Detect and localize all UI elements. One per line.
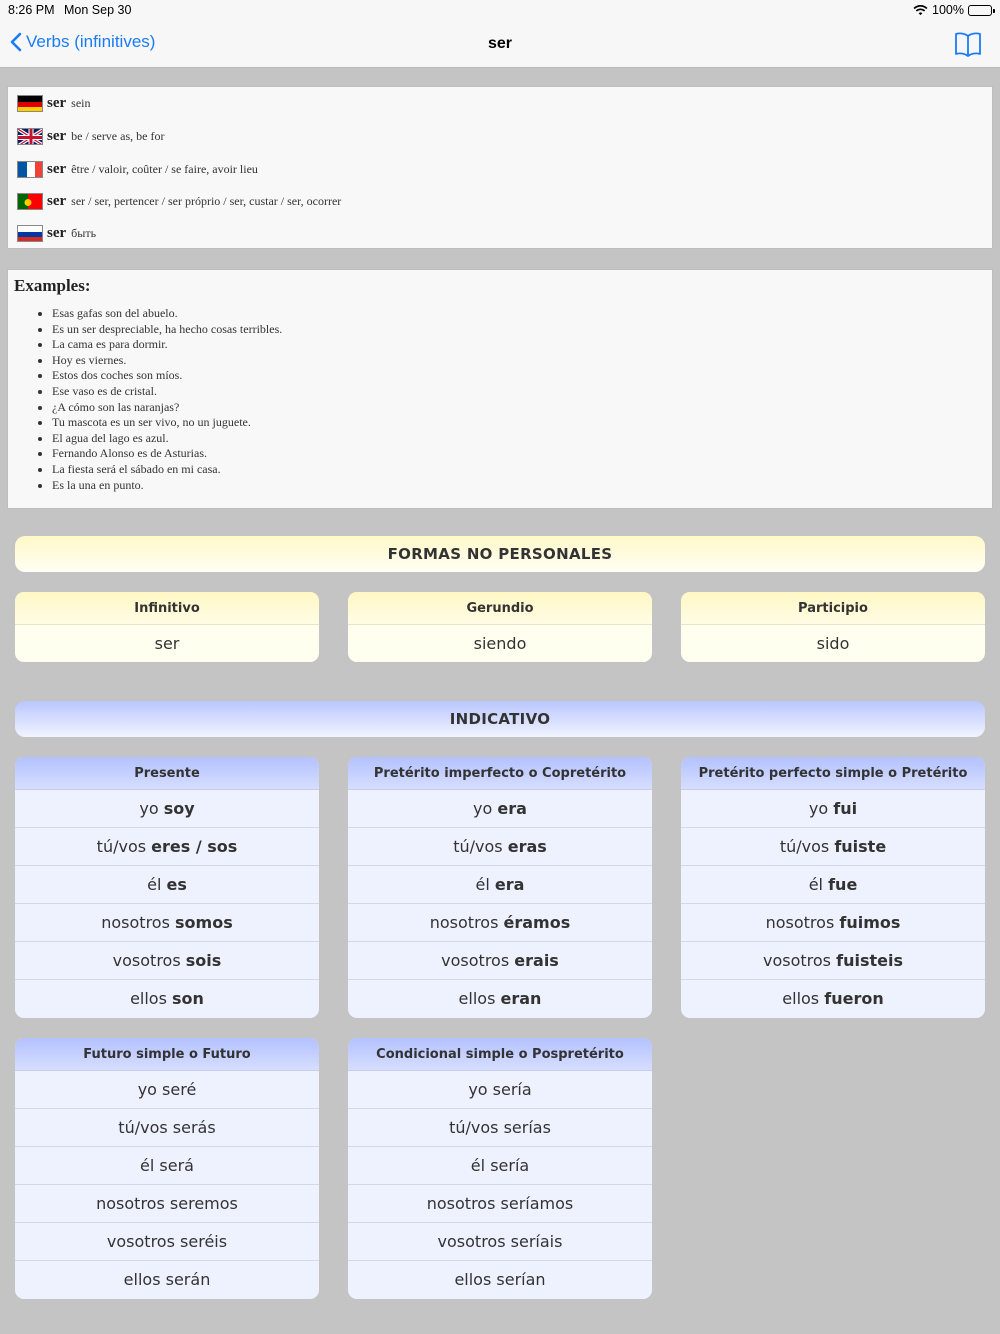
verb-form: seremos [169, 1194, 238, 1213]
verb-form: somos [175, 913, 233, 932]
page-title: ser [487, 35, 513, 52]
verb-form: seríamos [500, 1194, 574, 1213]
tense-title: Futuro simple o Futuro [15, 1038, 319, 1071]
navigation-bar [0, 22, 1000, 68]
pronoun: tú/vos [118, 1118, 168, 1137]
conjugation-row [348, 1109, 652, 1147]
pronoun: tú/vos [453, 837, 503, 856]
conjugation-row [348, 866, 652, 904]
conjugation-row [15, 828, 319, 866]
verb-form: seréis [180, 1232, 228, 1251]
translation-meaning: быть [71, 226, 97, 240]
status-date: Mon Sep 30 [64, 3, 132, 17]
portuguese-flag-icon [17, 193, 43, 210]
translation-word: ser [47, 161, 67, 177]
tense-title: Presente [15, 757, 319, 790]
verb-form: serás [172, 1118, 216, 1137]
example-item: • Fernando Alonso es de Asturias. [52, 446, 282, 462]
translation-row-french [17, 161, 258, 178]
example-item: • La cama es para dormir. [52, 337, 282, 353]
conjugation-row [15, 1185, 319, 1223]
pronoun: ellos [130, 989, 167, 1008]
verb-form: fueron [824, 989, 884, 1008]
status-right [913, 3, 992, 17]
translation-row-portuguese [17, 193, 341, 210]
verb-form: serías [503, 1118, 551, 1137]
conjugation-row [348, 1223, 652, 1261]
pronoun: vosotros [106, 1232, 175, 1251]
pronoun: él [475, 875, 490, 894]
pronoun: él [470, 1156, 486, 1175]
example-item: • Estos dos coches son míos. [52, 368, 282, 384]
pronoun: vosotros [441, 951, 510, 970]
conjugation-row [15, 904, 319, 942]
verb-form: seré [162, 1080, 197, 1099]
example-item: • Ese vaso es de cristal. [52, 384, 282, 400]
verb-form: fue [828, 875, 858, 894]
pronoun: yo [137, 1080, 157, 1099]
example-item: • Tu mascota es un ser vivo, no un juguete. [52, 415, 282, 431]
tense-card-condicional-simple [348, 1038, 652, 1299]
section-header-indicativo: INDICATIVO [15, 701, 985, 737]
conjugation-row [681, 790, 985, 828]
russian-flag-icon [17, 225, 43, 242]
conjugation-row [681, 904, 985, 942]
verb-form: es [166, 875, 187, 894]
pronoun: ellos [123, 1270, 161, 1289]
pronoun: ellos [782, 989, 820, 1008]
pronoun: nosotros [429, 913, 499, 932]
verb-form: éramos [503, 913, 571, 932]
example-item: • Es la una en punto. [52, 478, 282, 494]
conjugation-row [15, 790, 319, 828]
verb-form: son [172, 989, 204, 1008]
back-button-label: Verbs (infinitives) [26, 32, 156, 51]
status-bar [0, 0, 1000, 22]
translation-row-russian [17, 225, 96, 242]
conjugation-row [15, 942, 319, 980]
pronoun: ellos [458, 989, 496, 1008]
verb-form: era [494, 875, 525, 894]
card-value: ser [154, 634, 180, 653]
verb-form: serán [165, 1270, 211, 1289]
conjugation-row [348, 1185, 652, 1223]
card-gerundio [348, 592, 652, 662]
pronoun: nosotros [765, 913, 835, 932]
example-item: • ¿A cómo son las naranjas? [52, 400, 282, 416]
translation-meaning: être / valoir, coûter / se faire, avoir lieu [71, 162, 258, 176]
translations-panel [7, 86, 993, 249]
example-item: • La fiesta será el sábado en mi casa. [52, 462, 282, 478]
book-icon[interactable] [954, 31, 982, 57]
conjugation-row [348, 980, 652, 1018]
conjugation-row [681, 980, 985, 1018]
conjugation-row [15, 980, 319, 1018]
tense-card-futuro-simple [15, 1038, 319, 1299]
conjugation-row [15, 1071, 319, 1109]
verb-form: fuisteis [836, 951, 903, 970]
translation-meaning: ser / ser, pertencer / ser próprio / ser, custar / ser, ocorrer [71, 194, 342, 208]
translation-word: ser [47, 128, 67, 144]
pronoun: él [147, 875, 162, 894]
conjugation-row [15, 866, 319, 904]
pronoun: ellos [454, 1270, 492, 1289]
verb-form: serían [496, 1270, 546, 1289]
conjugation-row [15, 1147, 319, 1185]
section-header-no-personales: FORMAS NO PERSONALES [15, 536, 985, 572]
conjugation-row [348, 1071, 652, 1109]
conjugation-row [348, 942, 652, 980]
pronoun: vosotros [437, 1232, 506, 1251]
tense-card-preterito-imperfecto [348, 757, 652, 1018]
pronoun: nosotros [101, 913, 170, 932]
battery-icon [968, 5, 992, 16]
pronoun: nosotros [426, 1194, 496, 1213]
card-title: Gerundio [348, 592, 652, 625]
conjugation-row [15, 1261, 319, 1299]
pronoun: tú/vos [96, 837, 147, 856]
pronoun: tú/vos [779, 837, 830, 856]
pronoun: él [808, 875, 823, 894]
pronoun: él [140, 1156, 155, 1175]
verb-form: seríais [510, 1232, 563, 1251]
pronoun: yo [808, 799, 829, 818]
conjugation-row [348, 790, 652, 828]
pronoun: tú/vos [449, 1118, 499, 1137]
card-value: sido [816, 634, 850, 653]
verb-form: será [159, 1156, 194, 1175]
tense-title: Pretérito perfecto simple o Pretérito [681, 757, 985, 790]
conjugation-row [348, 904, 652, 942]
verb-form: fuiste [834, 837, 887, 856]
uk-flag-icon [17, 128, 43, 145]
conjugation-row [348, 1147, 652, 1185]
verb-form: erais [514, 951, 559, 970]
translation-row-german [17, 95, 91, 112]
example-item: • Hoy es viernes. [52, 353, 282, 369]
examples-heading: Examples: [14, 276, 91, 295]
verb-form: eras [507, 837, 547, 856]
verb-form: eran [500, 989, 542, 1008]
status-time: 8:26 PM [8, 3, 55, 17]
battery-percent: 100% [932, 3, 964, 17]
tense-title: Condicional simple o Pospretérito [348, 1038, 652, 1071]
conjugation-row [15, 1109, 319, 1147]
pronoun: vosotros [763, 951, 832, 970]
verb-form: fuimos [839, 913, 901, 932]
conjugation-row [348, 828, 652, 866]
pronoun: yo [468, 1080, 488, 1099]
translation-row-english [17, 128, 164, 145]
conjugation-row [681, 866, 985, 904]
examples-list [52, 306, 282, 493]
verb-form: era [497, 799, 527, 818]
verb-form: sería [490, 1156, 530, 1175]
conjugation-row [15, 1223, 319, 1261]
verb-form: sería [492, 1080, 532, 1099]
tense-card-presente [15, 757, 319, 1018]
conjugation-row [681, 828, 985, 866]
german-flag-icon [17, 95, 43, 112]
conjugation-row [348, 1261, 652, 1299]
translation-word: ser [47, 95, 67, 111]
examples-panel [7, 269, 993, 509]
wifi-icon [913, 5, 928, 16]
verb-form: sois [185, 951, 222, 970]
translation-word: ser [47, 225, 67, 241]
conjugation-row [681, 942, 985, 980]
example-item: • Esas gafas son del abuelo. [52, 306, 282, 322]
translation-meaning: be / serve as, be for [71, 129, 165, 143]
pronoun: yo [139, 799, 159, 818]
translation-meaning: sein [71, 96, 91, 110]
example-item: • El agua del lago es azul. [52, 431, 282, 447]
card-title: Infinitivo [15, 592, 319, 625]
tense-card-preterito-perfecto-simple [681, 757, 985, 1018]
card-participio [681, 592, 985, 662]
translation-word: ser [47, 193, 67, 209]
card-title: Participio [681, 592, 985, 625]
pronoun: vosotros [112, 951, 181, 970]
french-flag-icon [17, 161, 43, 178]
verb-form: eres / sos [151, 837, 238, 856]
card-value: siendo [473, 634, 527, 653]
pronoun: yo [473, 799, 493, 818]
example-item: • Es un ser despreciable, ha hecho cosas terribles. [52, 322, 282, 338]
tense-title: Pretérito imperfecto o Copretérito [348, 757, 652, 790]
verb-form: soy [163, 799, 195, 818]
pronoun: nosotros [96, 1194, 165, 1213]
card-infinitivo [15, 592, 319, 662]
verb-form: fui [833, 799, 858, 818]
